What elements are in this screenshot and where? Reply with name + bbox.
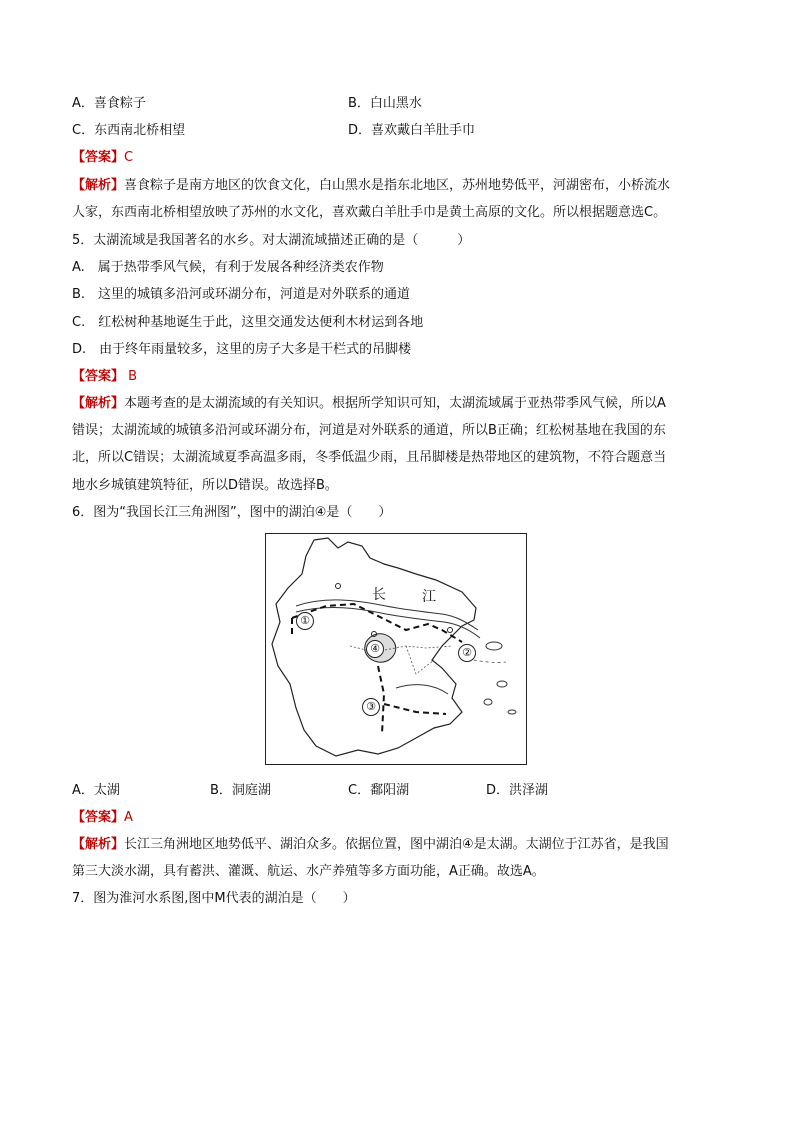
map-marker-3: ③ <box>362 698 380 716</box>
map-marker-2: ② <box>458 644 476 662</box>
map-label-jiang: 江 <box>422 589 436 605</box>
q4-option-d[interactable]: D．喜欢戴白羊肚手巾 <box>348 123 476 138</box>
q5-analysis-line-4: 地水乡城镇建筑特征，所以D错误。故选择B。 <box>72 478 338 493</box>
q5-analysis-line-1 <box>72 394 666 414</box>
q6-analysis-line-2: 第三大淡水湖，具有蓄洪、灌溉、航运、水产养殖等多方面功能，A正确。故选A。 <box>72 864 545 879</box>
q4-answer <box>72 148 133 168</box>
q5-option-c[interactable]: C. 红松树种基地诞生于此，这里交通发达便利木材运到各地 <box>72 315 424 330</box>
q5-option-a[interactable]: A. 属于热带季风气候，有利于发展各种经济类农作物 <box>72 260 384 275</box>
q7-stem: 7．图为淮河水系图,图中M代表的湖泊是（ ） <box>72 891 356 906</box>
q6-answer <box>72 808 133 828</box>
q5-option-d[interactable]: D. 由于终年雨量较多，这里的房子大多是干栏式的吊脚楼 <box>72 342 412 357</box>
q4-analysis-line-2: 人家，东西南北桥相望放映了苏州的水文化，喜欢戴白羊肚手巾是黄土高原的文化。所以根据题意选C。 <box>72 205 667 220</box>
map-label-chang: 长 <box>372 587 386 603</box>
q4-option-b[interactable]: B．白山黑水 <box>348 96 422 111</box>
q5-analysis-line-2: 错误；太湖流域的城镇多沿河或环湖分布，河道是对外联系的通道，所以B正确；红松树基地在我国的东 <box>72 423 666 438</box>
q6-option-d[interactable]: D．洪泽湖 <box>486 783 549 798</box>
answer-tag: 【答案】 <box>72 150 125 165</box>
q6-analysis-line-1 <box>72 835 669 855</box>
map-marker-4: ④ <box>366 640 384 658</box>
analysis-text: 长江三角洲地区地势低平、湖泊众多。依据位置，图中湖泊④是太湖。太湖位于江苏省，是我国 <box>124 837 669 852</box>
answer-tag: 【答案】 <box>72 810 125 825</box>
analysis-text: 本题考查的是太湖流域的有关知识。根据所学知识可知，太湖流域属于亚热带季风气候，所以A <box>124 396 666 411</box>
q5-stem: 5．太湖流域是我国著名的水乡。对太湖流域描述正确的是（ ） <box>72 233 471 248</box>
q6-stem: 6．图为“我国长江三角洲图”，图中的湖泊④是（ ） <box>72 505 392 520</box>
q6-option-a[interactable]: A．太湖 <box>72 783 120 798</box>
answer-value: B <box>124 369 138 384</box>
answer-value: C <box>124 150 134 165</box>
analysis-tag: 【解析】 <box>72 837 125 852</box>
q5-analysis-line-3: 北，所以C错误；太湖流域夏季高温多雨，冬季低温少雨，且吊脚楼是热带地区的建筑物，不符合题意当 <box>72 450 667 465</box>
map-marker-1: ① <box>296 612 314 630</box>
q6-option-b[interactable]: B．洞庭湖 <box>210 783 271 798</box>
q6-option-c[interactable]: C．鄱阳湖 <box>348 783 410 798</box>
yangtze-delta-map <box>265 533 527 765</box>
analysis-tag: 【解析】 <box>72 178 125 193</box>
map-drawing <box>266 534 526 764</box>
q4-analysis-line-1 <box>72 176 670 196</box>
answer-tag: 【答案】 <box>72 369 125 384</box>
answer-value: A <box>124 810 133 825</box>
q5-option-b[interactable]: B. 这里的城镇多沿河或环湖分布，河道是对外联系的通道 <box>72 287 411 302</box>
q4-option-a[interactable]: A．喜食粽子 <box>72 96 146 111</box>
analysis-text: 喜食粽子是南方地区的饮食文化，白山黑水是指东北地区，苏州地势低平，河湖密布，小桥流水 <box>124 178 671 193</box>
analysis-tag: 【解析】 <box>72 396 125 411</box>
q5-answer <box>72 367 137 387</box>
q4-option-c[interactable]: C．东西南北桥相望 <box>72 123 186 138</box>
